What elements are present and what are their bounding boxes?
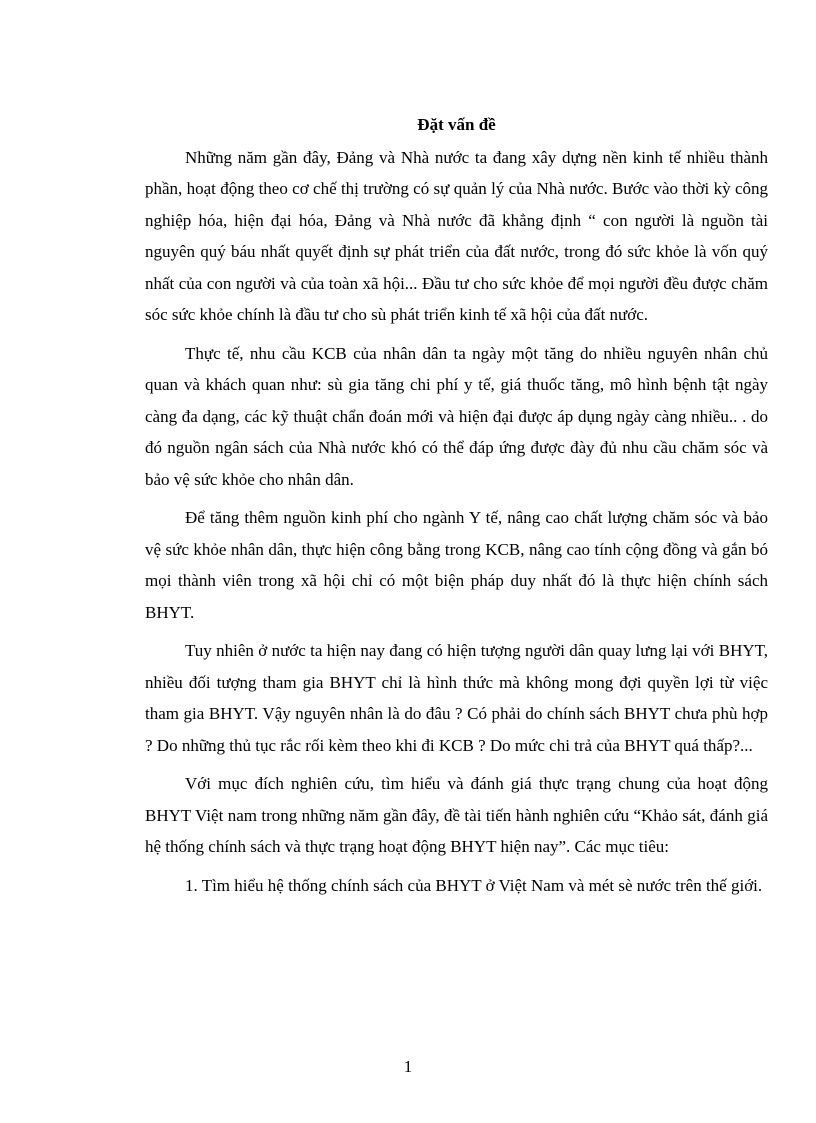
paragraph-2: Thực tế, nhu cầu KCB của nhân dân ta ngày một tăng do nhiều nguyên nhân chủ quan và khách quan như: sù gia tăng chi phí y tế, giá thuốc tăng, mô hình bệnh tật ngày càng đa dạng, các kỹ thuật chẩn đoán mới và hiện đại được áp dụng ngày càng nhiều.. . do đó nguồn ngân sách của Nhà nước khó có thể đáp ứng được đày đủ nhu cầu chăm sóc và bảo vệ sức khỏe cho nhân dân.	[145, 343, 768, 489]
paragraph-4: Tuy nhiên ở nước ta hiện nay đang có hiện tượng người dân quay lưng lại với BHYT, nhiều đối tượng tham gia BHYT chỉ là hình thức mà không mong đợi quyền lợi từ việc tham gia BHYT. Vậy nguyên nhân là do đâu ? Có phải do chính sách BHYT chưa phù hợp ? Do những thủ tục rắc rối kèm theo khi đi KCB ? Do mức chi trả của BHYT quá thấp?...	[145, 641, 768, 755]
paragraph-1: Những năm gần đây, Đảng và Nhà nước ta đang xây dựng nền kinh tế nhiều thành phần, hoạt động theo cơ chế thị trường có sự quản lý của Nhà nước. Bước vào thời kỳ công nghiệp hóa, hiện đại hóa, Đảng và Nhà nước đã khẳng định “ con người là nguồn tài nguyên quý báu nhất quyết định sự phát triển của đất nước, trong đó sức khỏe là vốn quý nhất của con người và của toàn xã hội... Đầu tư cho sức khỏe để mọi người đều được chăm sóc sức khỏe chính là đầu tư cho sù phát triển kinh tế xã hội của đất nước.	[145, 147, 768, 324]
paragraph-5: Với mục đích nghiên cứu, tìm hiểu và đánh giá thực trạng chung của hoạt động BHYT Việt nam trong những năm gần đây, đề tài tiến hành nghiên cứu “Khảo sát, đánh giá hệ thống chính sách và thực trạng hoạt động BHYT hiện nay”. Các mục tiêu:	[145, 774, 768, 856]
paragraph-3: Để tăng thêm nguồn kinh phí cho ngành Y tế, nâng cao chất lượng chăm sóc và bảo vệ sức khỏe nhân dân, thực hiện công bằng trong KCB, nâng cao tính cộng đồng và gắn bó mọi thành viên trong xã hội chỉ có một biện pháp duy nhất đó là thực hiện chính sách BHYT.	[145, 508, 768, 622]
document-title: Đặt vấn đề	[417, 115, 496, 134]
page-number: 1	[403, 1057, 413, 1076]
paragraph-6: 1. Tìm hiểu hệ thống chính sách của BHYT ở Việt Nam và mét sè nước trên thế giới.	[185, 875, 763, 895]
document-body	[145, 109, 768, 908]
